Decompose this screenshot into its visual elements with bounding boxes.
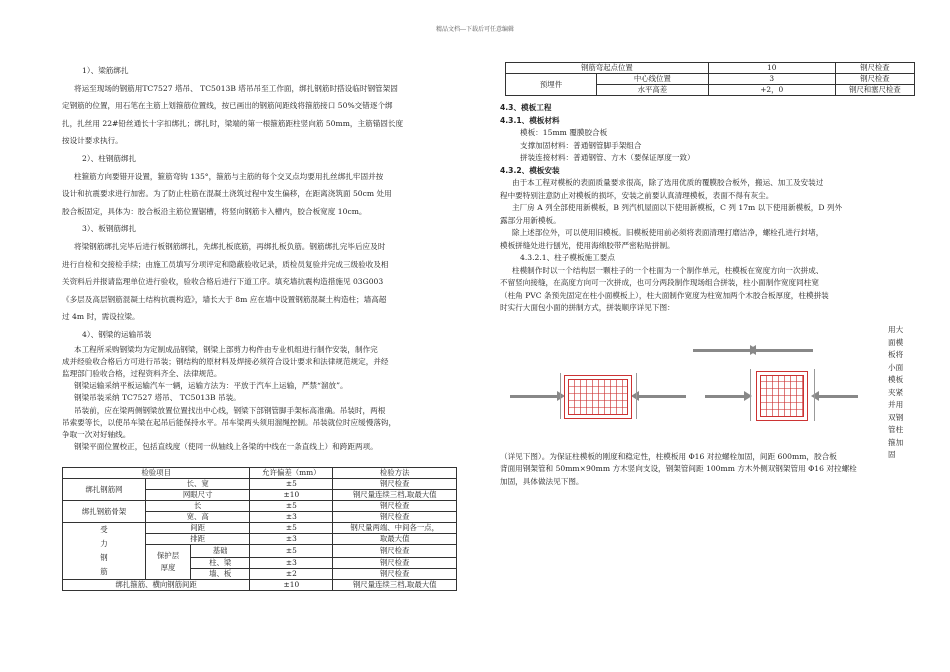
table-cell: 基础 <box>191 545 250 558</box>
paragraph-line: 吊装前，应在梁两侧钢梁放置位置找出中心线，钢梁下部钢管脚手架标高准确。吊装时，两根 <box>74 405 386 415</box>
group-char: 筋 <box>100 567 108 577</box>
table-header-cell: 检验方法 <box>333 468 457 479</box>
arrow-right-icon <box>693 349 751 352</box>
table-cell: 取最大值 <box>333 534 457 545</box>
table-cell: ±5 <box>250 479 333 490</box>
table-group-cell: 绑扎钢筋网 <box>63 479 146 501</box>
paragraph-line: 将梁钢筋绑扎完毕后进行板钢筋绑扎，先绑扎板底筋，再绑扎板负筋。钢筋绑扎完毕后应及时 <box>74 241 386 251</box>
paragraph-line: 加固，具体做法见下图。 <box>500 476 584 486</box>
table-cell: 钢筋弯起点位置 <box>506 63 709 74</box>
paragraph-line: 钢梁吊装采纳 TC7527 塔吊、 TC5013B 吊装。 <box>74 393 241 403</box>
table-cell: ±2 <box>250 569 333 580</box>
section-heading: 4.3、模板工程 <box>500 103 552 112</box>
table-cell: 长、宽 <box>146 479 250 490</box>
paragraph-line: 钢梁运输采纳平板运输汽车一辆，运输方法为：平放于汽车上运输，严禁“溜放”。 <box>74 381 348 391</box>
continued-inspection-table <box>505 62 915 96</box>
section-title: 4）、钢梁的运输吊装 <box>82 329 152 339</box>
table-cell: ±3 <box>250 512 333 523</box>
paragraph-line: 背面用钢架管和 50mm×90mm 方木竖向支设，钢架管间距 100mm 方木外侧双钢架管用 Φ16 对拉螺栓 <box>500 464 857 473</box>
table-cell: 钢尺检查 <box>333 501 457 512</box>
paragraph-line: 模板拼缝处进行刨光，使用海绵胶带严密粘贴拼制。 <box>500 240 675 250</box>
table-cell: 排距 <box>146 534 250 545</box>
arrow-left-icon <box>818 395 858 398</box>
table-cell: 钢尺量连续三档,取最大值 <box>333 580 457 591</box>
paragraph-line: 由于本工程对模板的表面质量要求很高，除了选用优质的覆膜胶合板外，搬运、加工及安装过 <box>512 178 824 187</box>
page-header-note: 精品文档---下载后可任意编辑 <box>435 26 515 33</box>
table-cell: 钢尺量两端、中间各一点， <box>333 523 457 534</box>
table-cell: 间距 <box>146 523 250 534</box>
table-cell: ±3 <box>250 534 333 545</box>
table-cell: 墙、板 <box>191 569 250 580</box>
paragraph-line: 支撑加固材料：普通钢管脚手架组合 <box>520 140 642 150</box>
paragraph-line: （详见下图）。为保证柱模板的刚度和稳定性，柱模板用 Φ16 对拉螺栓加固，间距 600mm，胶合板 <box>500 451 837 461</box>
paragraph-line: 成并经验收合格后方可进行吊装；钢结构的原材料及焊接必须符合设计要求和法律规范规定，并经 <box>62 356 389 366</box>
paragraph-line: 《多层及高层钢筋混凝土结构抗震构造》，墙长大于 8m 应在墙中设置钢筋混凝土构造柱；墙高超 <box>62 294 387 304</box>
formwork-panel-line <box>636 373 637 419</box>
table-cell: 钢尺检查 <box>835 74 914 85</box>
paragraph-line: 露部分用新模板。 <box>500 215 561 225</box>
rebar-mesh <box>760 375 804 417</box>
paragraph-line: 柱模制作时以一个结构层一颗柱子的一个柱面为一个制作单元，柱模板在宽度方向一次拼成、 <box>512 265 824 275</box>
table-cell: ±5 <box>250 501 333 512</box>
formwork-panel-line <box>750 369 751 421</box>
paragraph-line: 胶合板固定，具体为：胶合板沿主筋位置锯槽，将竖向钢筋卡入槽内，胶合板宽度 10cm。 <box>62 206 367 216</box>
arrow-right-icon <box>510 395 558 398</box>
group-char: 受 <box>100 525 108 535</box>
table-group-cell <box>63 523 146 580</box>
section-title: 3）、板钢筋绑扎 <box>82 224 137 234</box>
column-formwork-diagram <box>500 329 880 447</box>
table-group-cell: 绑扎钢筋骨架 <box>63 501 146 523</box>
table-cell: 水平高差 <box>597 85 709 96</box>
formwork-panel-line <box>560 373 561 419</box>
table-group-cell: 预埋件 <box>506 74 597 96</box>
right-column <box>500 62 920 488</box>
section-title: 1）、梁筋绑扎 <box>82 66 129 75</box>
table-cell: ±10 <box>250 580 333 591</box>
table-cell: ±3 <box>250 558 333 569</box>
table-cell: 柱、梁 <box>191 558 250 569</box>
table-cell: +2，0 <box>708 85 835 96</box>
table-cell: 绑扎箍筋、横向钢筋间距 <box>63 580 250 591</box>
table-cell: 钢尺检查 <box>333 545 457 558</box>
paragraph-line: 主厂房 A 列全部使用新模板，B 列汽机屋面以下使用新模板，C 列 17m 以下使用新模板，D 列外 <box>512 203 843 212</box>
paragraph-line: 扎，扎丝用 22#铅丝通长十字扣绑扎；绑扎时，梁端的第一根箍筋距柱竖向筋 50mm，主筋锚固长度 <box>62 118 404 128</box>
table-cell: 钢尺和塞尺检查 <box>835 85 914 96</box>
table-cell: 中心线位置 <box>597 74 709 85</box>
table-cell: 3 <box>708 74 835 85</box>
table-cell: 网眼尺寸 <box>146 490 250 501</box>
paragraph-line: 争取一次对好轴线。 <box>62 429 131 439</box>
paragraph-line: 时实行大面包小面的拼制方式，拼装顺序详见下图： <box>500 303 675 312</box>
paragraph-line: 监理部门验收合格，过程资料齐全、法律规范。 <box>62 368 222 378</box>
paragraph-line: 不留竖向接缝，在高度方向可一次拼成，也可分两段制作现场组合拼装，柱小面制作宽度同柱宽 <box>500 278 819 287</box>
column-formwork-drawing <box>756 371 808 421</box>
formwork-panel-line <box>814 369 815 421</box>
paragraph-line: 本工程所采购钢梁均为定制成品钢梁，钢梁上部剪力构件由专业机组进行制作安装，制作完 <box>74 344 378 354</box>
table-cell: 钢尺检查 <box>333 569 457 580</box>
paragraph-line: 柱箍筋方向要错开设置，箍筋弯钩 135°，箍筋与主筋的每个交叉点均要用扎丝绑扎牢固并按 <box>74 171 384 181</box>
table-header-cell: 允许偏差（mm） <box>250 468 333 479</box>
paragraph-line: 关资料后并报请监理单位进行验收，验收合格后进行下道工序。填充墙抗震构造措施见 03G003 <box>62 277 384 287</box>
left-column <box>62 62 462 591</box>
rebar-mesh <box>568 379 628 415</box>
table-subgroup-cell <box>146 545 191 580</box>
table-cell: 10 <box>708 63 835 74</box>
table-cell: 钢尺检查 <box>835 63 914 74</box>
table-cell: 钢尺检查 <box>333 558 457 569</box>
table-cell: 宽、高 <box>146 512 250 523</box>
inspection-table <box>62 467 457 591</box>
group-char: 力 <box>100 539 108 549</box>
table-cell: ±5 <box>250 523 333 534</box>
arrow-left-icon <box>638 395 686 398</box>
table-cell: 钢尺检查 <box>333 512 457 523</box>
paragraph-line: （柱角 PVC 条预先固定在柱小面模板上），柱大面制作宽度为柱宽加两个木胶合板厚度，柱模拼装 <box>500 290 829 300</box>
subsection-heading: 4.3.2.1、柱子模板施工要点 <box>520 253 615 262</box>
subgroup-line: 厚度 <box>160 563 176 573</box>
table-cell: ±5 <box>250 545 333 558</box>
table-cell: 长 <box>146 501 250 512</box>
paragraph-line: 吊索要等长，以使吊车梁在起吊后能保持水平。吊车梁两头须用溜绳控制。吊装就位时应缓慢落钩， <box>62 417 397 427</box>
table-cell: 钢尺量连续三档,取最大值 <box>333 490 457 501</box>
arrow-left-icon <box>755 349 813 352</box>
paragraph-line: 进行自检和交接检手续；由施工员填写分项评定和隐蔽验收记录，质检员复验并完成三级验收及相 <box>62 259 389 269</box>
section-heading: 4.3.2、模板安装 <box>500 165 560 175</box>
table-cell: 钢尺检查 <box>333 479 457 490</box>
paragraph-line: 过 4m 时，需设拉梁。 <box>62 312 140 322</box>
paragraph-line: 程中要特别注意防止对模板的损坏，安装之前要认真清理模板，表面不得有灰尘。 <box>500 190 774 200</box>
column-formwork-drawing <box>564 375 632 419</box>
table-cell: ±10 <box>250 490 333 501</box>
paragraph-line: 钢梁平面位置校正，包括直线度（使同一纵轴线上各梁的中线在一条直线上）和跨距两项。 <box>74 442 378 452</box>
paragraph-line: 模板：15mm 覆膜胶合板 <box>520 128 608 137</box>
section-heading: 4.3.1、模板材料 <box>500 115 560 125</box>
paragraph-line: 除上述部位外，可以使用旧模板。旧模板使用前必须将表面清理打磨洁净，螺栓孔进行封堵， <box>512 228 824 237</box>
subgroup-line: 保护层 <box>156 551 180 561</box>
section-title: 2）、柱钢筋绑扎 <box>82 153 137 163</box>
paragraph-line: 按设计要求执行。 <box>62 136 123 146</box>
arrow-right-icon <box>705 395 745 398</box>
paragraph-line: 定钢筋的位置，用石笔在主筋上划箍筋位置线，按已画出的钢筋间距线将箍筋接口 50%交错逐个绑 <box>62 101 393 111</box>
diagram-side-note: 用大面模板将小面模板夹紧并用双钢管柱箍加固 <box>888 325 904 459</box>
paragraph-line: 设计和抗震要求进行加密。为了防止柱筋在混凝土浇筑过程中发生偏移，在距离浇筑面 50cm 处用 <box>62 189 392 199</box>
paragraph-line: 将运至现场的钢筋用TC7527 塔吊、 TC5013B 塔吊吊至工作面，绑扎钢筋时搭设临时钢管架固 <box>74 83 398 93</box>
paragraph-line: 拼装连接材料：普通钢管、方木（要保证厚度一致） <box>520 153 695 162</box>
table-header-cell: 检验项目 <box>63 468 250 479</box>
group-char: 钢 <box>100 553 108 563</box>
